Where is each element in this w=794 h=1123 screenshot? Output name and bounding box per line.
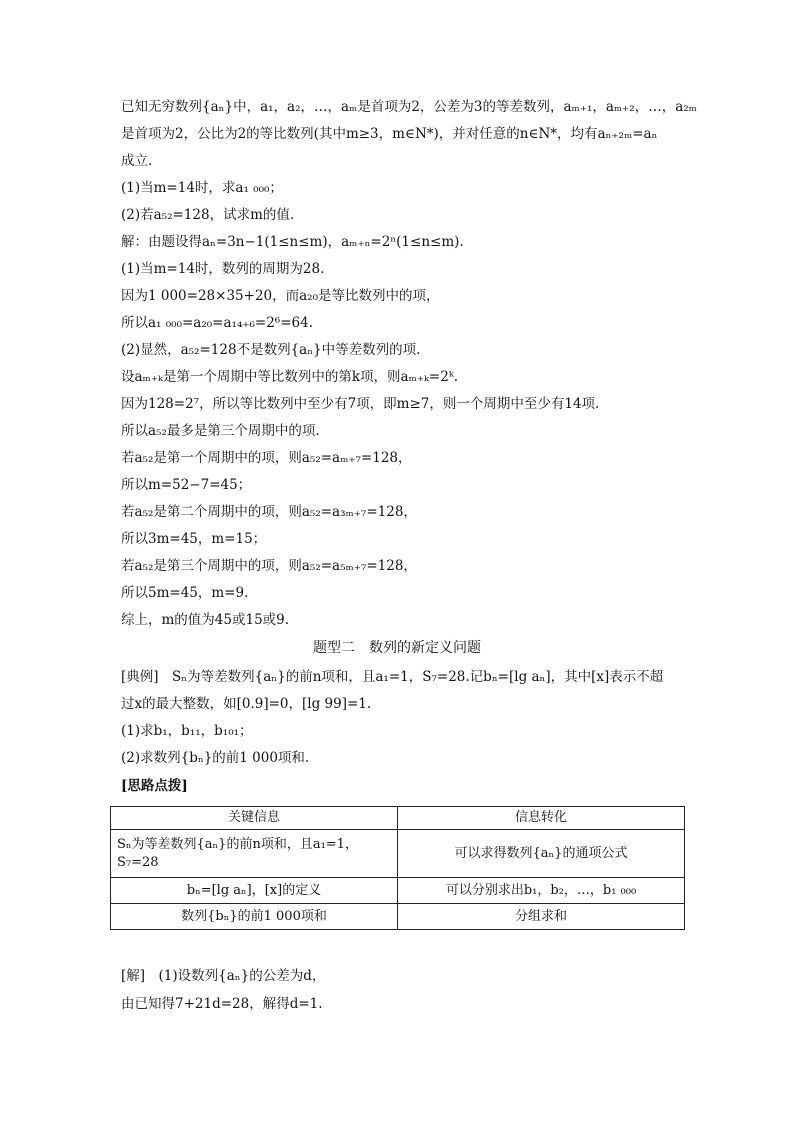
problem-line-1: 已知无穷数列{aₙ}中，a₁，a₂，…，aₘ是首项为2，公差为3的等差数列，aₘ₊₁，aₘ₊₂，…，a₂ₘ xyxy=(121,99,697,115)
example-line-2: 过x的最大整数，如[0.9]=0，[lg 99]=1. xyxy=(121,696,372,712)
problem-question-1: (1)当m=14时，求a₁ ₀₀₀； xyxy=(121,180,283,196)
solution-line: 所以5m=45，m=9. xyxy=(121,585,249,601)
solution-line: 因为1 000=28×35+20，而a₂₀是等比数列中的项， xyxy=(121,288,440,304)
table-header-row xyxy=(111,807,685,830)
solution-line: 若a₅₂是第一个周期中的项，则a₅₂=aₘ₊₇=128， xyxy=(121,450,412,466)
example-line-1: [典例] Sₙ为等差数列{aₙ}的前n项和，且a₁=1，S₇=28.记bₙ=[lg aₙ]，其中[x]表示不超 xyxy=(121,669,664,685)
table-cell: 可以求得数列{aₙ}的通项公式 xyxy=(398,830,685,878)
solution-line: 若a₅₂是第二个周期中的项，则a₅₂=a₃ₘ₊₇=128， xyxy=(121,504,417,520)
solution-line: 因为128=2⁷，所以等比数列中至少有7项，即m≥7，则一个周期中至少有14项. xyxy=(121,396,600,412)
answer-line-1: [解] (1)设数列{aₙ}的公差为d， xyxy=(121,968,326,984)
solution-line: 所以3m=45，m=15； xyxy=(121,531,267,547)
table-cell: 数列{bₙ}的前1 000项和 xyxy=(111,904,398,930)
solution-line: 所以a₁ ₀₀₀=a₂₀=a₁₄₊₆=2⁶=64. xyxy=(121,315,313,331)
section-title: 题型二 数列的新定义问题 xyxy=(313,640,481,656)
solution-line: 综上，m的值为45或15或9. xyxy=(121,612,290,628)
hint-label: [思路点拨] xyxy=(121,778,188,794)
solution-line: 所以a₅₂最多是第三个周期中的项. xyxy=(121,423,320,439)
solution-intro: 解：由题设得aₙ=3n−1(1≤n≤m)，aₘ₊ₙ=2ⁿ(1≤n≤m). xyxy=(121,234,464,250)
answer-line-2: 由已知得7+21d=28，解得d=1. xyxy=(121,996,323,1012)
key-info-table xyxy=(110,806,685,930)
problem-line-3: 成立. xyxy=(121,153,153,169)
table-row xyxy=(111,878,685,904)
solution-line: (2)显然，a₅₂=128不是数列{aₙ}中等差数列的项. xyxy=(121,342,421,358)
table-cell: bₙ=[lg aₙ]，[x]的定义 xyxy=(111,878,398,904)
table-cell: 分组求和 xyxy=(398,904,685,930)
problem-line-2: 是首项为2，公比为2的等比数列(其中m≥3，m∈N*)，并对任意的n∈N*，均有aₙ₊₂ₘ=aₙ xyxy=(121,126,658,142)
table-cell: Sₙ为等差数列{aₙ}的前n项和，且a₁=1，S₇=28 xyxy=(111,830,398,878)
table-row xyxy=(111,904,685,930)
table-row xyxy=(111,830,685,878)
solution-line: (1)当m=14时，数列的周期为28. xyxy=(121,261,325,277)
example-question-1: (1)求b₁，b₁₁，b₁₀₁； xyxy=(121,723,253,739)
solution-line: 设aₘ₊ₖ是第一个周期中等比数列中的第k项，则aₘ₊ₖ=2ᵏ. xyxy=(121,369,459,385)
table-header-cell: 关键信息 xyxy=(111,807,398,830)
problem-question-2: (2)若a₅₂=128，试求m的值. xyxy=(121,207,295,223)
table-cell: 可以分别求出b₁，b₂，…，b₁ ₀₀₀ xyxy=(398,878,685,904)
solution-line: 所以m=52−7=45； xyxy=(121,477,252,493)
table-header-cell: 信息转化 xyxy=(398,807,685,830)
solution-line: 若a₅₂是第三个周期中的项，则a₅₂=a₅ₘ₊₇=128， xyxy=(121,558,417,574)
example-question-2: (2)求数列{bₙ}的前1 000项和. xyxy=(121,750,310,766)
